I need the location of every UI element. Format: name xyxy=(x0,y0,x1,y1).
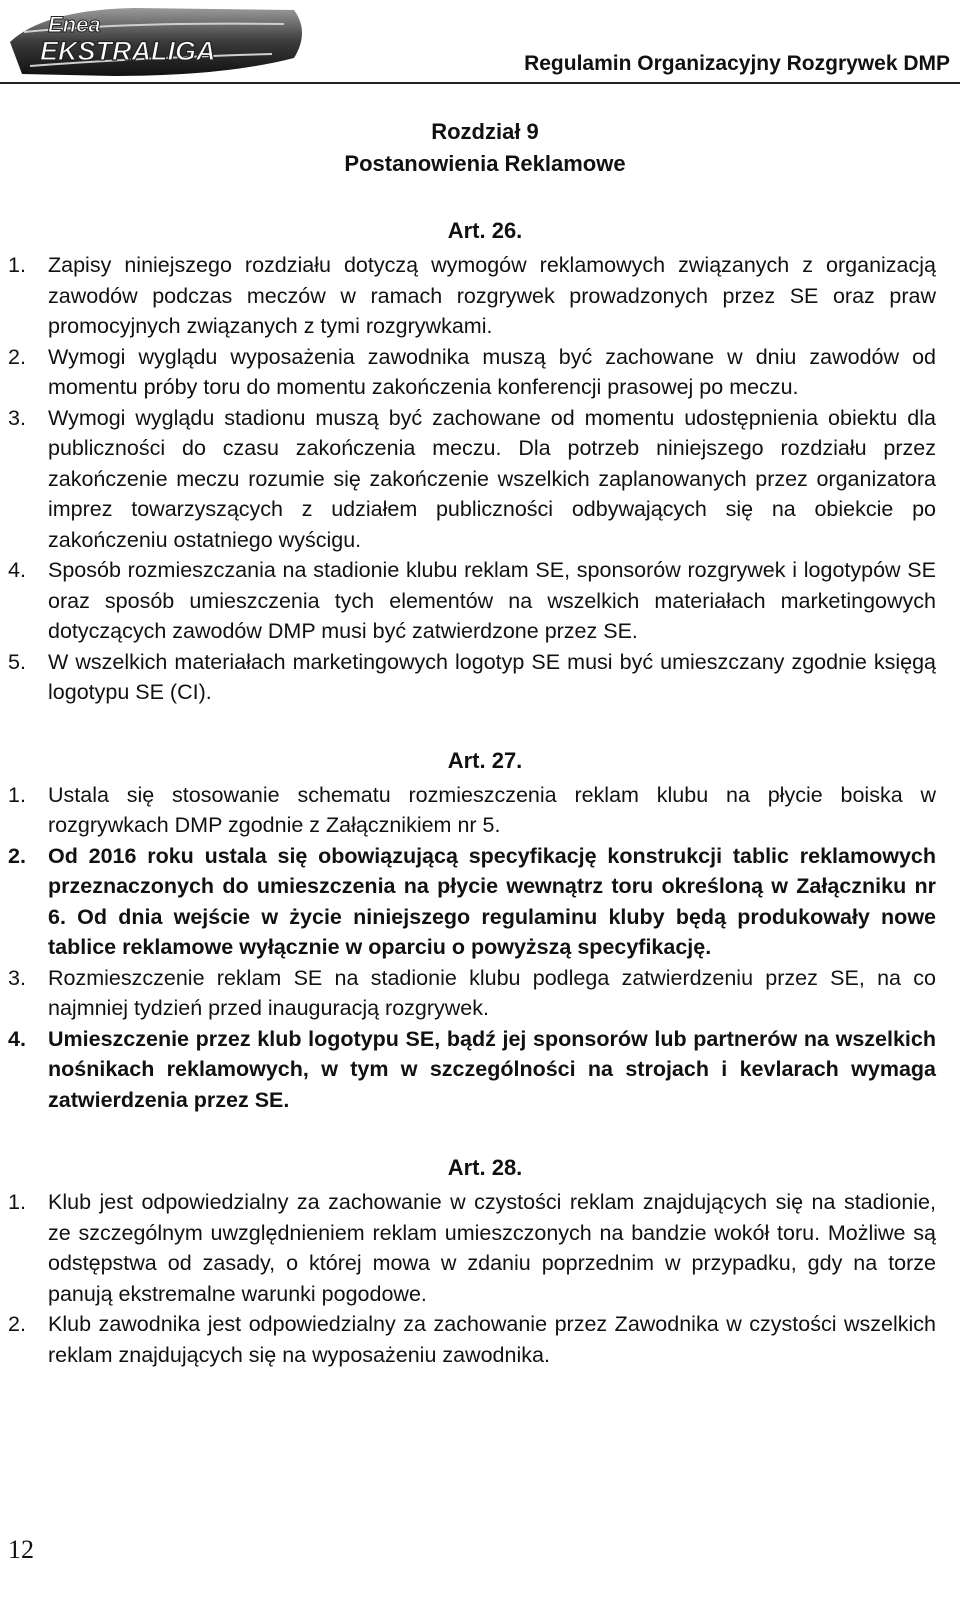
article-item xyxy=(0,963,960,1024)
item-number: 4. xyxy=(8,1026,26,1051)
article-title: Art. 27. xyxy=(447,747,523,773)
item-number: 2. xyxy=(8,344,26,369)
item-text: Klub jest odpowiedzialny za zachowanie w czystości reklam znajdujących się na stadionie, ze szczególnym uwzględnieniem reklam umieszczonych na bandzie wokół toru. Możliwe są odstępstwa od zasady, o której mowa w zdaniu poprzednim w przypadku, gdy na torze panują ekstremalne warunki pogodowe. xyxy=(48,1190,936,1306)
page-number: 12 xyxy=(8,1535,34,1564)
article-item xyxy=(0,1187,960,1309)
article-items xyxy=(0,780,960,1116)
item-text: Ustala się stosowanie schematu rozmieszczenia reklam klubu na płycie boiska w rozgrywkach DMP zgodnie z Załącznikiem nr 5. xyxy=(48,782,936,837)
item-number: 4. xyxy=(8,558,26,582)
svg-text:EKSTRALIGA: EKSTRALIGA xyxy=(40,36,216,66)
item-number: 1. xyxy=(8,782,26,807)
article-title: Art. 28. xyxy=(447,1155,523,1180)
item-text: Zapisy niniejszego rozdziału dotyczą wymogów reklamowych związanych z organizacją zawodów podczas meczów w ramach rozgrywek prowadzonych przez SE oraz praw promocyjnych związanych z tymi rozgrywkami. xyxy=(48,253,936,338)
document-body xyxy=(0,84,960,1370)
article-item xyxy=(0,403,960,556)
article-items xyxy=(0,250,960,708)
article-title: Art. 26. xyxy=(447,218,523,243)
article-item xyxy=(0,1309,960,1370)
item-text: Sposób rozmieszczania na stadionie klubu reklam SE, sponsorów rozgrywek i logotypów SE oraz sposób umieszczenia tych elementów na wszelkich materiałach marketingowych dotyczących zawodów DMP musi być zatwierdzone przez SE. xyxy=(48,558,936,643)
header-title: Regulamin Organizacyjny Rozgrywek DMP xyxy=(524,52,950,75)
article-item xyxy=(0,555,960,647)
article-item xyxy=(0,780,960,841)
item-text: Rozmieszczenie reklam SE na stadionie klubu podlega zatwierdzeniu przez SE, na co najmniej tydzień przed inauguracją rozgrywek. xyxy=(48,965,936,1020)
chapter-title: Postanowienia Reklamowe xyxy=(344,151,626,176)
item-text: Wymogi wyglądu stadionu muszą być zachowane od momentu udostępnienia obiektu dla publiczności do czasu zakończenia meczu. Dla potrzeb niniejszego rozdziału przez zakończenie meczu rozumie się zakończenie wszelkich zaplanowanych przez organizatora imprez towarzyszących z udziałem publiczności odbywających się na obiekcie po zakończeniu ostatniego wyścigu. xyxy=(48,405,936,552)
article-item xyxy=(0,342,960,403)
article-item xyxy=(0,647,960,708)
item-text: W wszelkich materiałach marketingowych logotyp SE musi być umieszczany zgodnie księgą logotypu SE (CI). xyxy=(48,649,936,704)
item-text: Umieszczenie przez klub logotypu SE, bądź jej sponsorów lub partnerów na wszelkich nośnikach reklamowych, w tym w szczególności na strojach i kevlarach wymaga zatwierdzenia przez SE. xyxy=(48,1026,936,1112)
article-item xyxy=(0,841,960,963)
item-number: 1. xyxy=(8,253,26,277)
chapter-number: Rozdział 9 xyxy=(431,119,539,144)
article-item xyxy=(0,250,960,342)
item-text: Od 2016 roku ustala się obowiązującą specyfikację konstrukcji tablic reklamowych przeznaczonych do umieszczenia na płycie wewnątrz toru określoną w Załączniku nr 6. Od dnia wejście w życie niniejszego regulaminu kluby będą produkowały nowe tablice reklamowe wyłącznie w oparciu o powyższą specyfikację. xyxy=(48,843,936,959)
item-text: Wymogi wyglądu wyposażenia zawodnika muszą być zachowane w dniu zawodów od momentu próby toru do momentu zakończenia konferencji prasowej po meczu. xyxy=(48,344,936,399)
item-number: 2. xyxy=(8,843,26,868)
article-item xyxy=(0,1024,960,1116)
item-number: 3. xyxy=(8,405,26,430)
item-text: Klub zawodnika jest odpowiedzialny za zachowanie przez Zawodnika w czystości wszelkich reklam znajdujących się na wyposażeniu zawodnika. xyxy=(48,1312,936,1367)
article-items xyxy=(0,1187,960,1370)
item-number: 3. xyxy=(8,965,26,990)
item-number: 2. xyxy=(8,1312,26,1336)
articles-container xyxy=(0,216,960,1370)
page-header xyxy=(0,0,960,84)
enea-ekstraliga-logo xyxy=(4,2,314,78)
item-number: 5. xyxy=(8,649,26,674)
item-number: 1. xyxy=(8,1190,26,1214)
svg-text:Enea: Enea xyxy=(48,12,101,37)
